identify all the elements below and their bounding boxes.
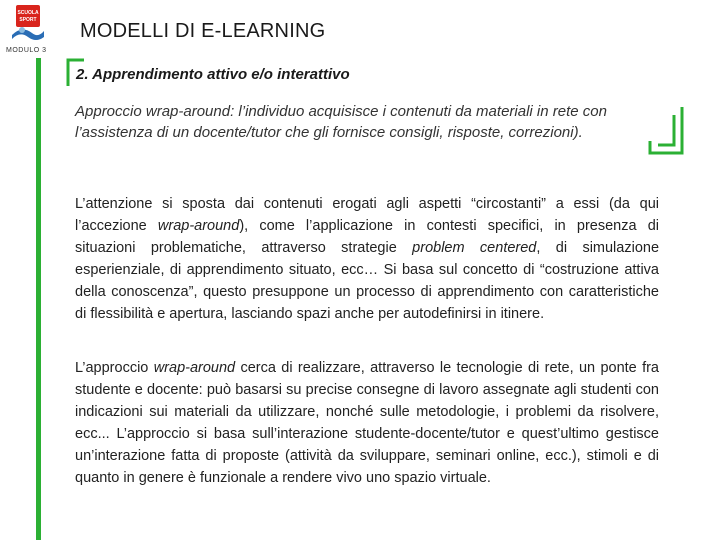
scuola-sport-logo <box>10 5 46 41</box>
p1-text-3: , di simulazione esperienziale, di apprendimento situato, ecc… Si basa sul concetto di “costruzione attiva della conoscenza”, questo presuppone un processo di apprendimento con caratteristiche di flessibilità e apertura, lasciando spazi anche per autodefinirsi in itinere. <box>75 240 660 322</box>
page-title: MODELLI DI E-LEARNING <box>80 20 326 42</box>
p1-text-2: ), come l’applicazione in contesti specifici, in presenza di situazioni problematiche, attraverso strategie <box>75 218 659 256</box>
paragraph-1 <box>75 193 659 325</box>
svg-text:SPORT: SPORT <box>19 17 37 23</box>
section-subtitle: 2. Apprendimento attivo e/o interattivo <box>76 66 350 83</box>
p2-text-1: L’approccio <box>75 360 154 376</box>
p2-italic-1: wrap-around <box>153 360 236 376</box>
intro-text: Approccio wrap-around: l’individuo acquisisce i contenuti da materiali in rete con l’assistenza di un docente/tutor che gli fornisce consigli, risposte, correzioni). <box>75 103 607 141</box>
svg-text:SCUOLA: SCUOLA <box>17 10 39 16</box>
p2-text-2: cerca di realizzare, attraverso le tecnologie di rete, un ponte fra studente e docente: può basarsi su precise consegne di lavoro assegnate agli studenti con indicazioni sui materiali da utilizzare, nonché sulle metodologie, i problemi da risolvere, ecc... L’approccio si basa sull’interazione studente-docente/tutor e quest’ultimo gestisce un’interazione fatta di proposte (attività da sviluppare, seminari online, ecc.), stimoli e di quanto in genere è funzionale a rendere vivo uno spazio virtuale. <box>75 360 659 486</box>
corner-bracket-right <box>646 105 688 157</box>
paragraph-2 <box>75 357 659 489</box>
p1-text-1: L’attenzione si sposta dai contenuti erogati agli aspetti “circostanti” a essi (da qui l’accezione <box>75 196 659 234</box>
p1-italic-2: problem centered <box>412 240 537 256</box>
accent-bar <box>36 58 41 540</box>
p1-italic-1: wrap-around <box>157 218 240 234</box>
module-label: MODULO 3 <box>6 47 47 54</box>
